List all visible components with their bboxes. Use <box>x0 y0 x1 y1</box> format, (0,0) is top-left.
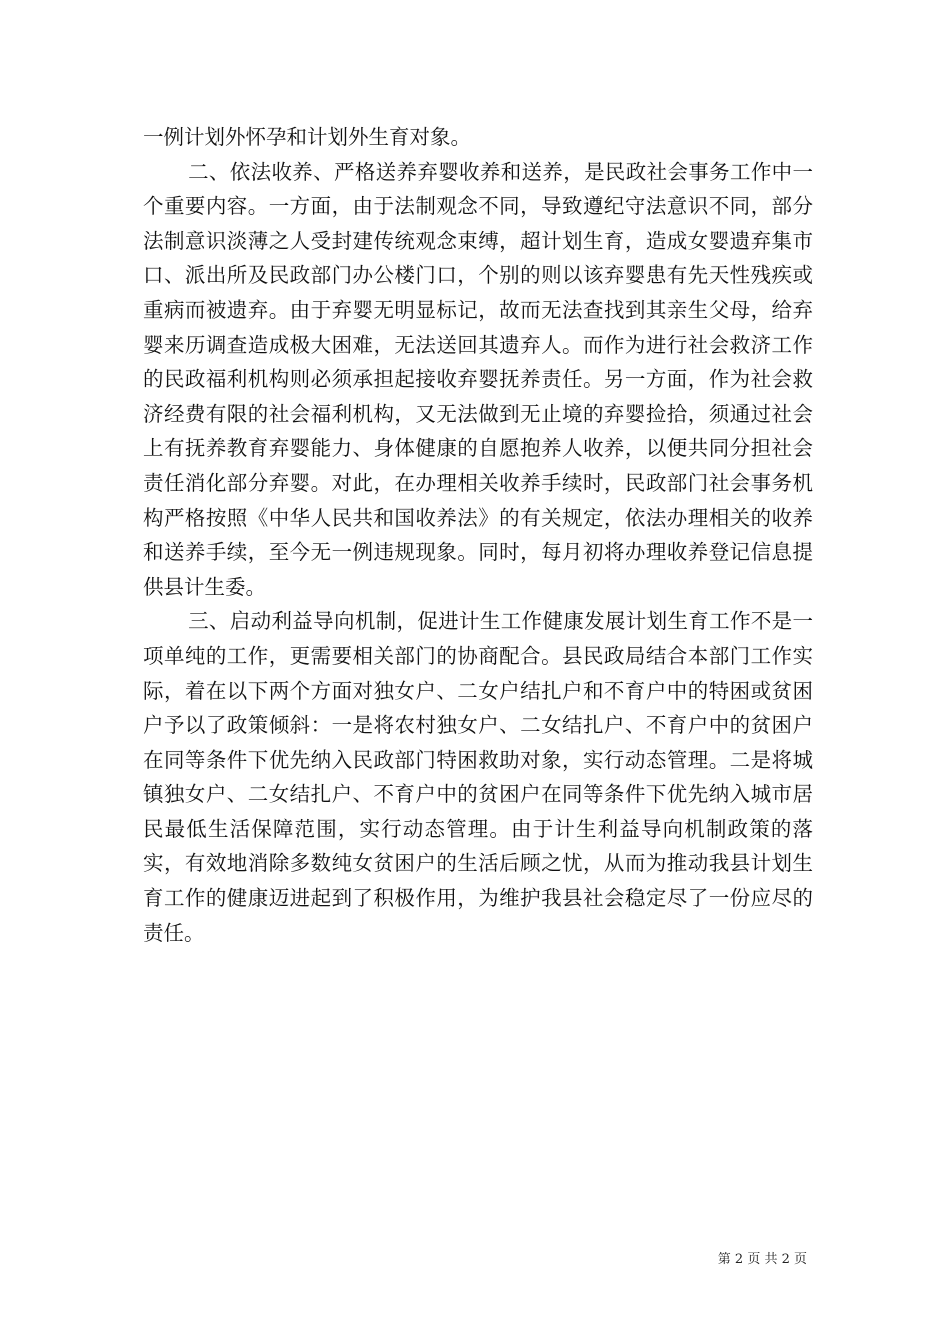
paragraph-continuation: 一例计划外怀孕和计划外生育对象。 <box>143 125 471 149</box>
document-body <box>143 120 813 950</box>
paragraph-adoption: 二、依法收养、严格送养弃婴收养和送养，是民政社会事务工作中一个重要内容。一方面，由于法制观念不同，导致遵纪守法意识不同，部分法制意识淡薄之人受封建传统观念束缚，超计划生育，造成女婴遗弃集市口、派出所及民政部门办公楼门口，个别的则以该弃婴患有先天性残疾或重病而被遗弃。由于弃婴无明显标记，故而无法查找到其亲生父母，给弃婴来历调查造成极大困难，无法送回其遗弃人。而作为进行社会救济工作的民政福利机构则必须承担起接收弃婴抚养责任。另一方面，作为社会救济经费有限的社会福利机构，又无法做到无止境的弃婴捡拾，须通过社会上有抚养教育弃婴能力、身体健康的自愿抱养人收养，以便共同分担社会责任消化部分弃婴。对此，在办理相关收养手续时，民政部门社会事务机构严格按照《中华人民共和国收养法》的有关规定，依法办理相关的收养和送养手续，至今无一例违规现象。同时，每月初将办理收养登记信息提供县计生委。 <box>143 159 813 599</box>
page-number-footer: 第 2 页 共 2 页 <box>717 1252 807 1267</box>
paragraph-incentive-mechanism: 三、启动利益导向机制，促进计生工作健康发展计划生育工作不是一项单纯的工作，更需要相关部门的协商配合。县民政局结合本部门工作实际，着在以下两个方面对独女户、二女户结扎户和不育户中的特困或贫困户予以了政策倾斜：一是将农村独女户、二女结扎户、不育户中的贫困户在同等条件下优先纳入民政部门特困救助对象，实行动态管理。二是将城镇独女户、二女结扎户、不育户中的贫困户在同等条件下优先纳入城市居民最低生活保障范围，实行动态管理。由于计生利益导向机制政策的落实，有效地消除多数纯女贫困户的生活后顾之忧，从而为推动我县计划生育工作的健康迈进起到了积极作用，为维护我县社会稳定尽了一份应尽的责任。 <box>143 609 813 945</box>
